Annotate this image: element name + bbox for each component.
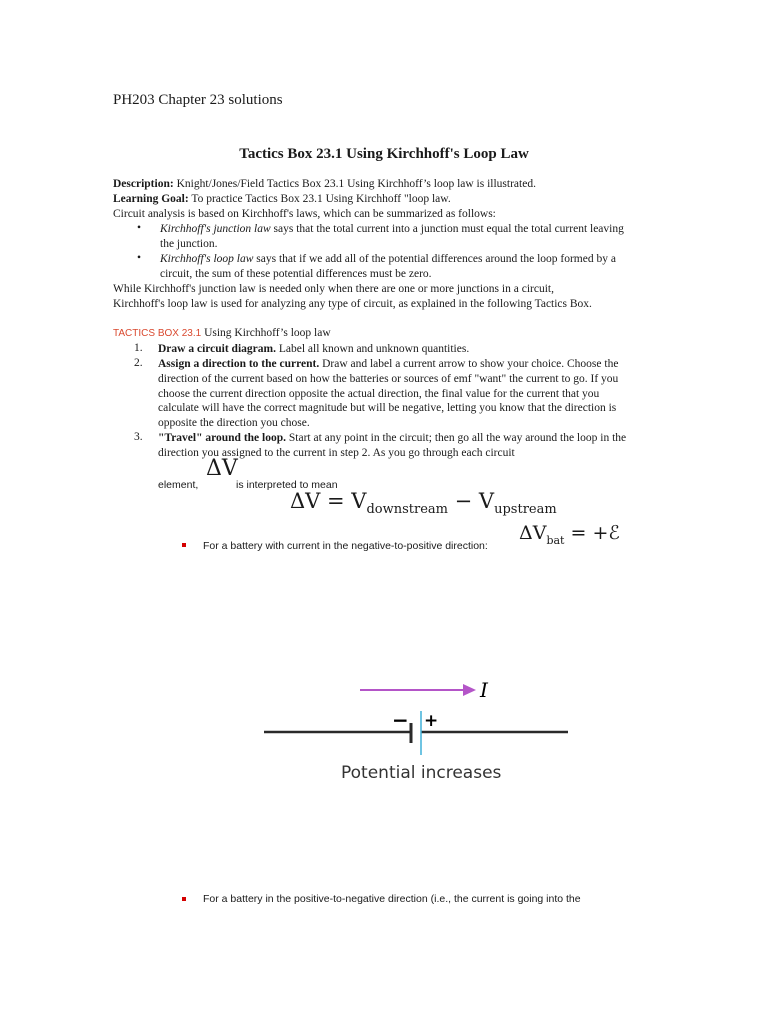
junction-law-text: says that the total current into a junction must equal the total current leaving the junction. [160, 223, 624, 250]
loop-law-term: Kirchhoff's loop law [160, 253, 254, 265]
step-2-text: Draw and label a current arrow to show your choice. Choose the direction of the current based on how the batteries or sources of emf "want" the current to go. If you choose the current direction opposite the actual direction, the final value for the current that you calculate will have the correct magnitude but will be negative, letting you know that the direction is opposite the direction you chose. [158, 358, 619, 430]
element-text: element, [158, 479, 199, 491]
step-1 [158, 342, 628, 357]
battery-figure [250, 675, 580, 790]
course-heading: PH203 Chapter 23 solutions [113, 92, 283, 108]
equation-sub-downstream: downstream [366, 502, 448, 518]
goal-label: Learning Goal: [113, 193, 189, 205]
goal-line [113, 192, 451, 207]
junction-law-term: Kirchhoff's junction law [160, 223, 271, 235]
tactics-title: Using Kirchhoff’s loop law [201, 327, 331, 339]
step-3-text: Start at any point in the circuit; then go all the way around the loop in the direction you assigned to the current in step 2. As you go through each circuit [158, 432, 627, 459]
tactics-header [113, 326, 331, 341]
equation-sub-upstream: upstream [494, 502, 557, 518]
step-1-text: Label all known and unknown quantities. [275, 343, 470, 355]
page-title: Tactics Box 23.1 Using Kirchhoff's Loop Law [239, 146, 529, 162]
step-number: 1. [134, 342, 143, 354]
description-text: Knight/Jones/Field Tactics Box 23.1 Using Kirchhoff’s loop law is illustrated. [173, 178, 536, 190]
bullet-dot: • [137, 222, 142, 234]
step-1-bold: Draw a circuit diagram. [158, 343, 276, 355]
while-line-1: While Kirchhoff's junction law is needed only when there are one or more junctions in a circuit, [113, 283, 554, 295]
loop-law-bullet [160, 252, 640, 282]
figure-caption: Potential increases [341, 763, 502, 783]
tactics-tag: TACTICS BOX 23.1 [113, 328, 202, 339]
bullet-positive-to-negative: For a battery in the positive-to-negative direction (i.e., the current is going into the [203, 893, 581, 905]
loop-equation [290, 489, 557, 517]
intro-line: Circuit analysis is based on Kirchhoff's laws, which can be summarized as follows: [113, 208, 496, 220]
junction-law-bullet [160, 222, 640, 252]
goal-text: To practice Tactics Box 23.1 Using Kirchhoff "loop law. [188, 193, 451, 205]
battery-eq-rhs: = +ℰ [564, 522, 620, 544]
step-number: 3. [134, 431, 143, 443]
current-label: I [480, 678, 488, 702]
bullet-negative-to-positive: For a battery with current in the negative-to-positive direction: [203, 540, 488, 552]
equation-lhs: ΔV = V [290, 489, 367, 513]
loop-law-text: says that if we add all of the potential differences around the loop formed by a circuit, the sum of these potential differences must be zero. [160, 253, 616, 280]
bullet-dot: • [137, 252, 142, 264]
battery-eq-lhs: ΔV [519, 522, 547, 544]
interpreted-text: is interpreted to mean [236, 479, 338, 491]
minus-sign: − [392, 708, 409, 732]
battery-eq-sub: bat [546, 533, 565, 547]
while-line-2: Kirchhoff's loop law is used for analyzing any type of circuit, as explained in the following Tactics Box. [113, 298, 592, 310]
bullet-square [182, 543, 186, 547]
bullet-square [182, 897, 186, 901]
current-arrowhead [463, 684, 476, 696]
step-number: 2. [134, 357, 143, 369]
equation-mid: − V [447, 489, 495, 513]
step-3-bold: "Travel" around the loop. [158, 432, 286, 444]
description-line [113, 177, 536, 192]
step-2-bold: Assign a direction to the current. [158, 358, 320, 370]
delta-v-symbol: ΔV [206, 456, 238, 481]
plus-sign: + [424, 711, 439, 731]
description-label: Description: [113, 178, 174, 190]
battery-equation [519, 522, 620, 547]
step-2 [158, 357, 628, 431]
